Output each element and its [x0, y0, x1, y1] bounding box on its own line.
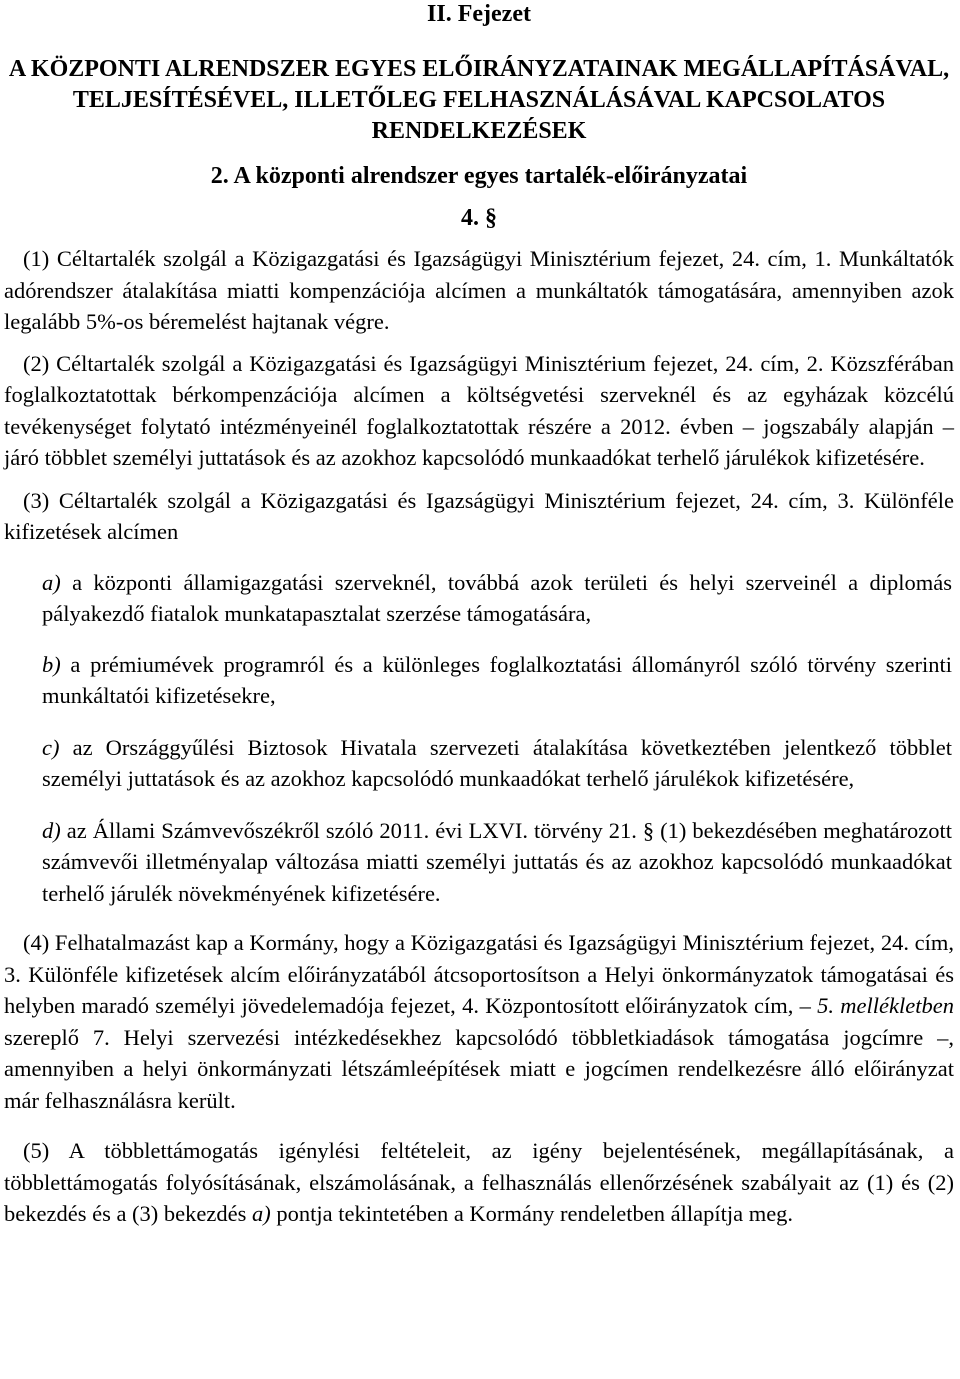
- paragraph-number: 4. §: [461, 205, 497, 231]
- list-item-marker: d): [42, 817, 61, 843]
- subsection-3-point-list: [4, 567, 954, 910]
- annex-reference: 5. mellékletben: [817, 993, 954, 1018]
- list-item-text: a prémiumévek programról és a különleges foglalkoztatási állományról szóló törvény szerinti munkáltatói kifizetésekre,: [42, 651, 952, 708]
- subsection-5: [4, 1135, 954, 1230]
- list-item-marker: a): [42, 569, 61, 595]
- subsection-4-text-end: szereplő 7. Helyi szervezési intézkedésekhez kapcsolódó többletkiadások támogatása jogcímre –, amennyiben a helyi önkormányzati létszámleépítések miatt e jogcímen rendelkezésre álló előirányzat már felhasználásra került.: [4, 1024, 954, 1113]
- point-reference: a): [252, 1201, 271, 1226]
- subsection-4: [4, 927, 954, 1116]
- list-item-text: az Állami Számvevőszékről szóló 2011. évi LXVI. törvény 21. § (1) bekezdésében meghatározott számvevői illetményalap változása miatti személyi juttatás és az azokhoz kapcsolódó munkaadókat terhelő járulék növekményének kifizetésére.: [42, 817, 952, 906]
- subsection-1: (1) Céltartalék szolgál a Közigazgatási és Igazságügyi Minisztérium fejezet, 24. cím, 1. Munkáltatók adórendszer átalakítása miatti kompenzációja alcímen a munkáltatók támogatására, amennyiben azok legalább 5%-os béremelést hajtanak végre.: [4, 246, 954, 334]
- subsection-5-text-end: pontja tekintetében a Kormány rendeletben állapítja meg.: [270, 1201, 794, 1226]
- subsection-5-text-start: (5) A többlettámogatás igénylési feltételeit, az igény bejelentésének, megállapításának, a többlettámogatás folyósításának, elszámolásának, a felhasználás ellenőrzésének szabályait az (1) és (2) bekezdés és a (3) bekezdés: [4, 1138, 954, 1226]
- list-item-marker: c): [42, 734, 60, 760]
- list-item: [42, 815, 952, 910]
- list-item-marker: b): [42, 651, 61, 677]
- list-item: [42, 732, 952, 795]
- section-title: 2. A központi alrendszer egyes tartalék-előirányzatai: [210, 163, 748, 189]
- subsection-3: (3) Céltartalék szolgál a Közigazgatási és Igazságügyi Minisztérium fejezet, 24. cím, 3. Különféle kifizetések alcímen: [4, 487, 954, 544]
- main-title: A KÖZPONTI ALRENDSZER EGYES ELŐIRÁNYZATAINAK MEGÁLLAPÍTÁSÁVAL, TELJESÍTÉSÉVEL, ILLETŐLEG FELHASZNÁLÁSÁVAL KAPCSOLATOS RENDELKEZÉSEK: [8, 56, 950, 144]
- chapter-heading: II. Fejezet: [427, 1, 531, 27]
- subsection-4-text-start: (4) Felhatalmazást kap a Kormány, hogy a Közigazgatási és Igazságügyi Minisztérium fejezet, 24. cím, 3. Különféle kifizetések alcím előirányzatából átcsoportosítson a Helyi önkormányzatok támogatásai és helyben maradó személyi jövedelemadója fejezet, 4. Központosított előirányzatok cím, –: [4, 930, 954, 1018]
- list-item-text: a központi államigazgatási szerveknél, továbbá azok területi és helyi szerveinél a diplomás pályakezdő fiatalok munkatapasztalat szerzése támogatására,: [42, 569, 952, 626]
- list-item-text: az Országgyűlési Biztosok Hivatala szervezeti átalakítása következtében jelentkező többlet személyi juttatások és az azokhoz kapcsolódó munkaadókat terhelő járulékok kifizetésére,: [42, 734, 952, 791]
- subsection-2: (2) Céltartalék szolgál a Közigazgatási és Igazságügyi Minisztérium fejezet, 24. cím, 2. Közszférában foglalkoztatottak bérkompenzációja alcímen a költségvetési szerveknél és az egyházak közcélú tevékenységet folytató intézményeinél foglalkoztatottak részére a 2012. évben – jogszabály alapján – járó többlet személyi juttatások és az azokhoz kapcsolódó munkaadókat terhelő járulékok kifizetésére.: [4, 350, 954, 470]
- list-item: [42, 649, 952, 712]
- list-item: [42, 567, 952, 630]
